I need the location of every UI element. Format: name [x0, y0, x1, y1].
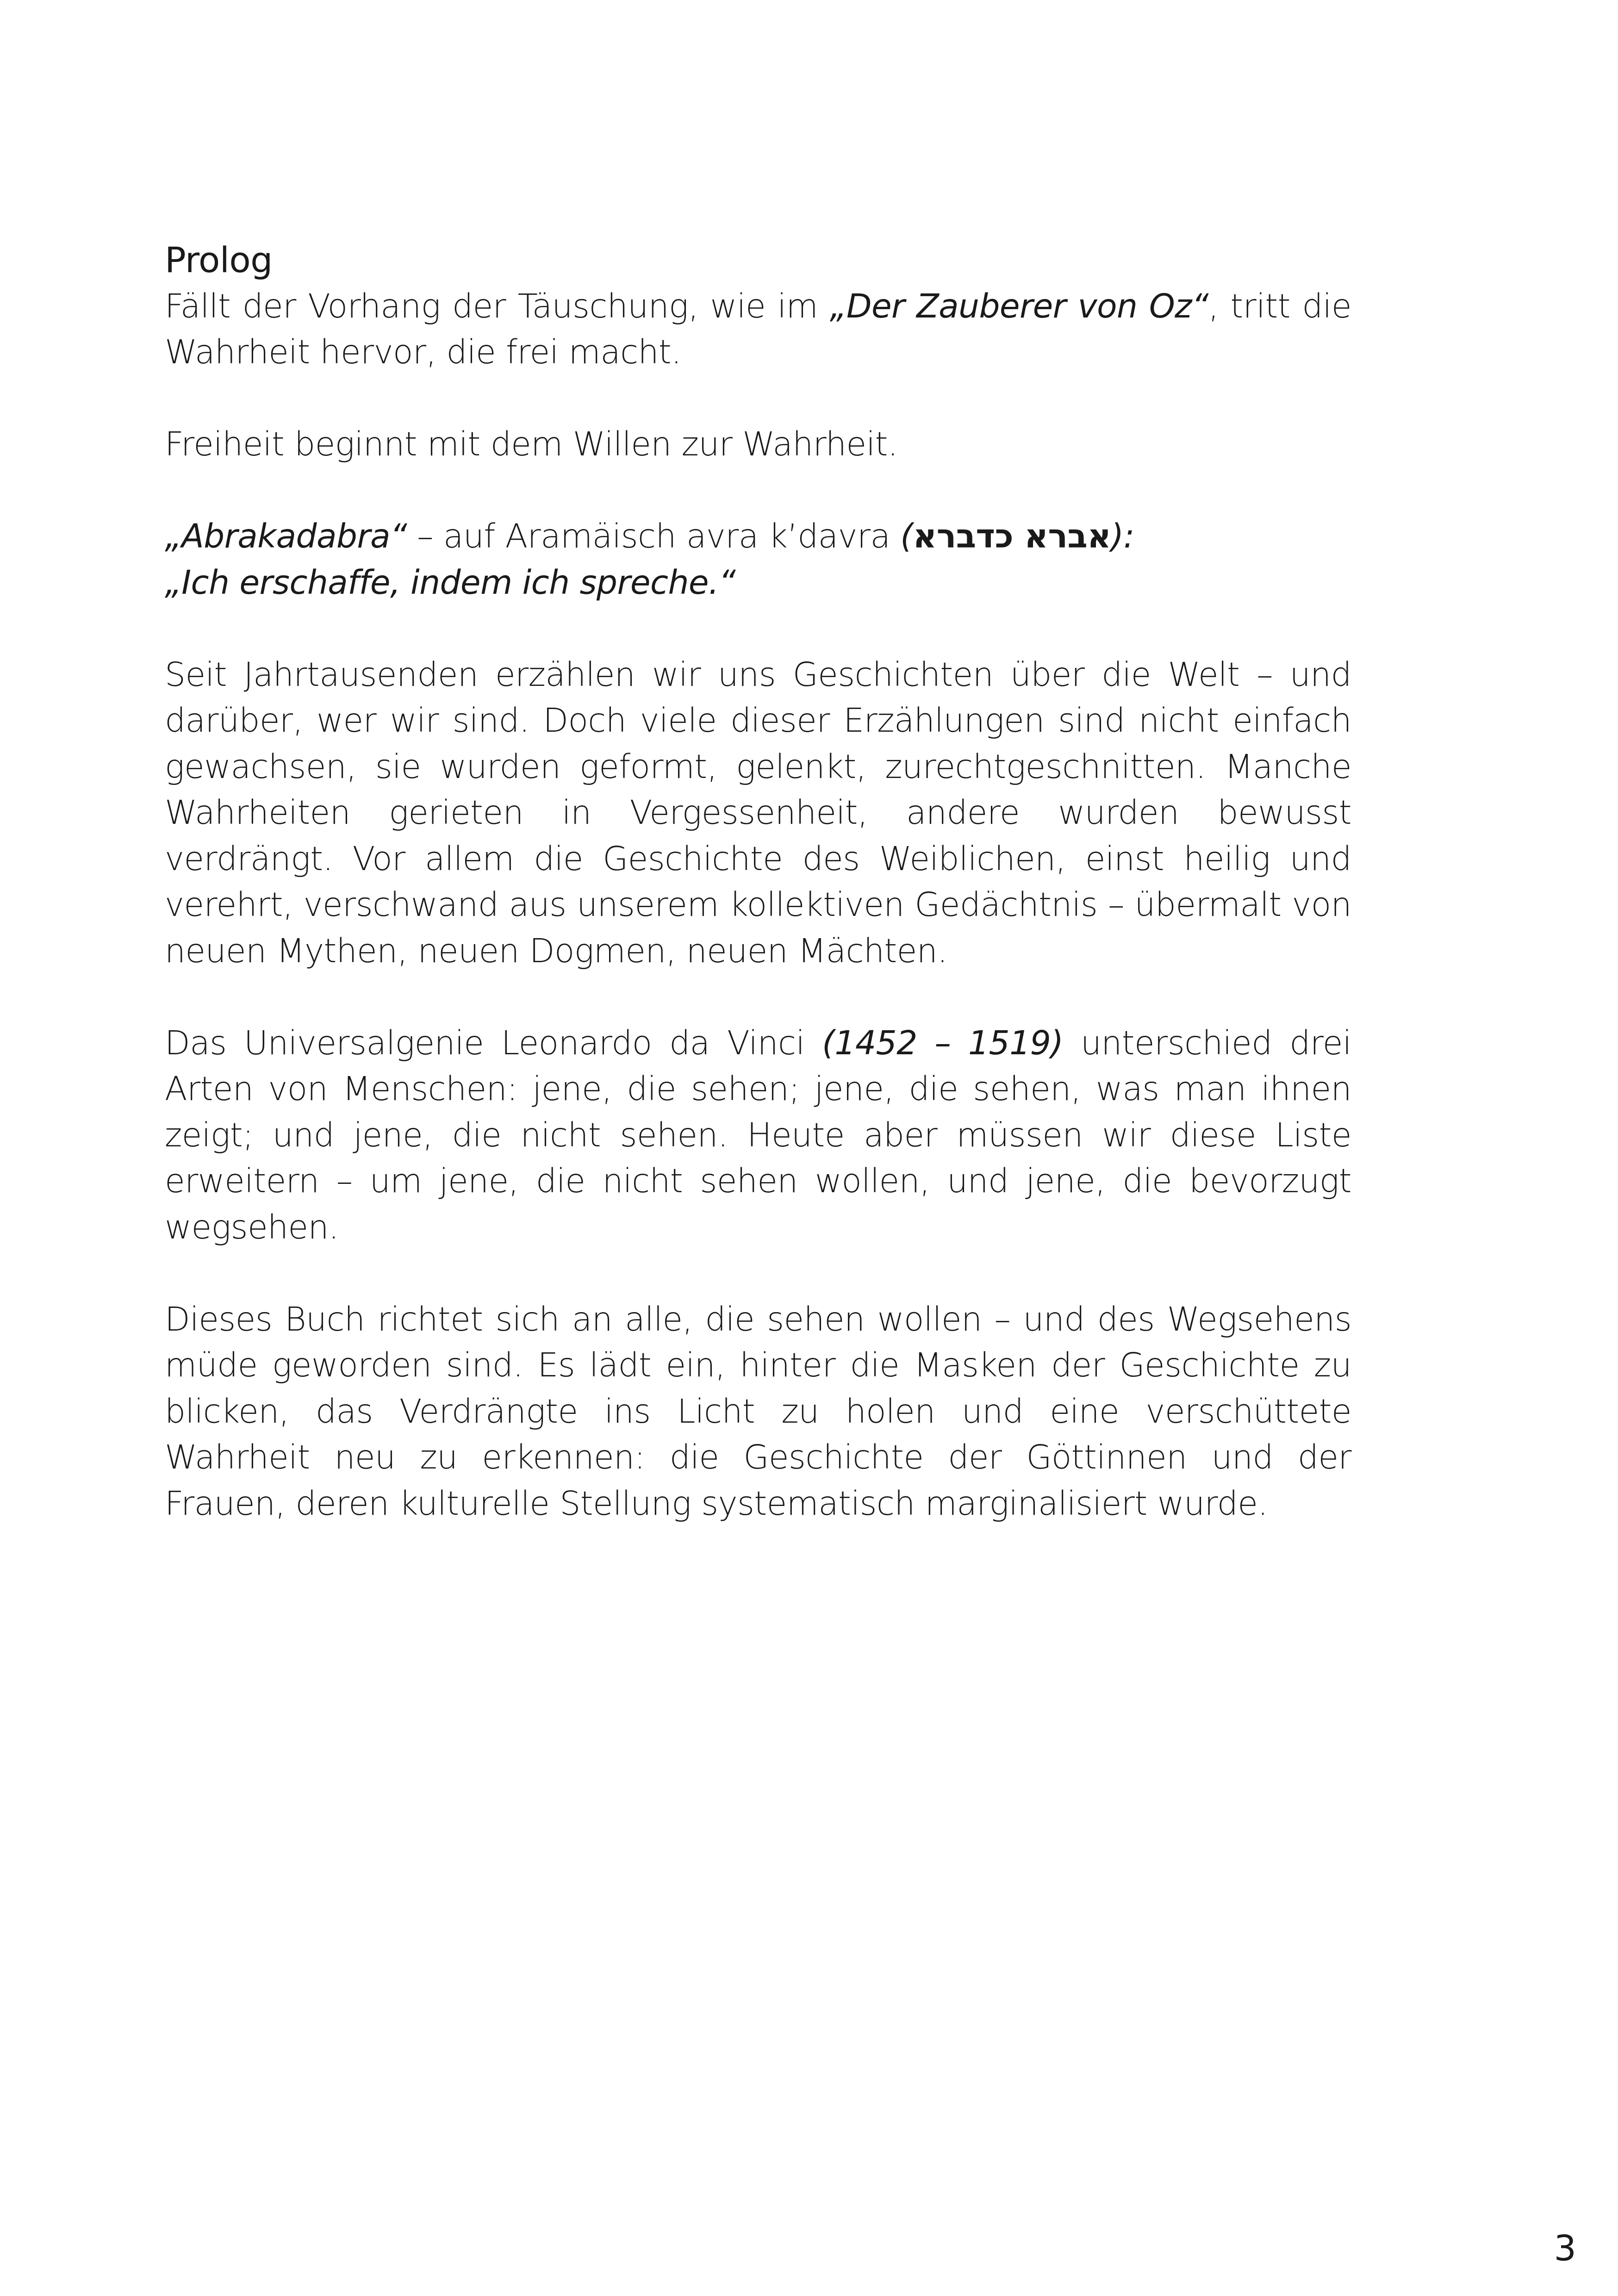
paragraph-6: Dieses Buch richtet sich an alle, die sehen wollen – und des Wegsehens müde geworden sind. Es lädt ein, hinter die Masken der Geschichte zu blicken, das Verdrängte ins Licht zu holen und eine verschüttete Wahrheit neu zu erkennen: die Geschichte der Göttinnen und der Frauen, deren kulturelle Stellung systematisch marginalisiert wurde.	[165, 1300, 1351, 1523]
paragraph-3-paren-open: (	[900, 517, 913, 555]
life-dates: (1452 – 1519)	[822, 1023, 1064, 1062]
paragraph-3-text-b: – auf Aramäisch avra k’davra	[407, 517, 901, 555]
paragraph-5-text-a: Das Universalgenie Leonardo da Vinci	[165, 1023, 822, 1062]
paragraph-5	[165, 1020, 1351, 1251]
translation-quote: „Ich erschaffe, indem ich spreche.“	[165, 563, 736, 602]
paragraph-1	[165, 283, 1351, 375]
prolog-text	[165, 237, 1351, 1526]
book-title-reference: „Der Zauberer von Oz“	[829, 286, 1208, 325]
abrakadabra-term: „Abrakadabra“	[165, 517, 407, 555]
paragraph-4: Seit Jahrtausenden erzählen wir uns Geschichten über die Welt – und darüber, wer wir sind. Doch viele dieser Erzählungen sind nicht einfach gewachsen, sie wurden geformt, gelenkt, zurechtgeschnitten. Manche Wahrheiten gerieten in Vergessenheit, andere wurden bewusst verdrängt. Vor allem die Geschichte des Weiblichen, einst heilig und verehrt, verschwand aus unserem kollektiven Gedächtnis – übermalt von neuen Mythen, neuen Dogmen, neuen Mächten.	[165, 655, 1351, 970]
paragraph-2: Freiheit beginnt mit dem Willen zur Wahrheit.	[165, 425, 898, 463]
paragraph-5-text-c: unterschied drei Arten von Menschen: jene, die sehen; jene, die sehen, was man ihnen zeigt; und jene, die nicht sehen. Heute aber müssen wir diese Liste erweitern – um jene, die nicht sehen wollen, und jene, die bevorzugt wegsehen.	[165, 1023, 1351, 1246]
paragraph-3	[165, 513, 1351, 605]
paragraph-1-text-d: Wahrheit hervor, die frei macht.	[165, 333, 682, 371]
paragraph-1-text-c: , tritt die	[1208, 286, 1351, 325]
paragraph-3-paren-close: ):	[1111, 517, 1134, 555]
paragraph-3-line-1	[165, 513, 1351, 560]
hebrew-phrase: אברא כדברא	[913, 517, 1111, 555]
paragraph-1-line-1	[165, 283, 1351, 330]
paragraph-1-text-a: Fällt der Vorhang der Täuschung, wie im	[165, 286, 830, 325]
page-number: 3	[1554, 2228, 1576, 2269]
section-heading: Prolog	[165, 239, 273, 280]
